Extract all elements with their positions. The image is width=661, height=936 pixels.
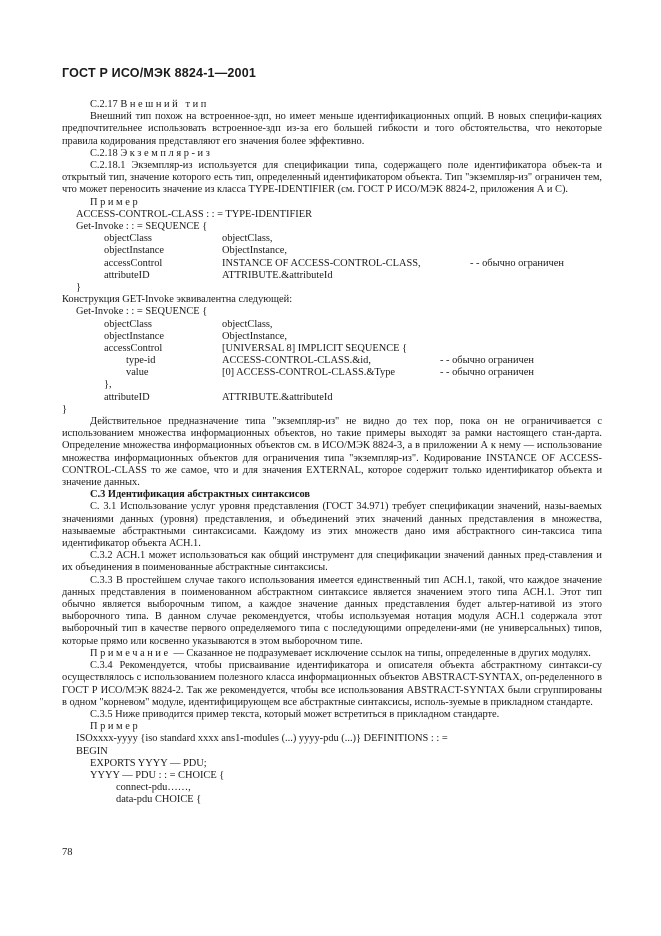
page-number: 78 (62, 847, 73, 858)
code-row (62, 258, 602, 270)
code-type: [UNIVERSAL 8] IMPLICIT SEQUENCE { (222, 342, 408, 354)
code-text: YYYY — PDU : : = CHOICE { (90, 769, 225, 781)
note-text: — Сказанное не подразумевает исключение ссылок на типы, определенные в других модулях. (170, 647, 591, 659)
code-type: ACCESS-CONTROL-CLASS.&id, (222, 355, 371, 367)
page-header: ГОСТ Р ИСО/МЭК 8824-1—2001 (62, 66, 257, 80)
code-type: objectClass, (222, 233, 273, 245)
code-row (62, 331, 602, 343)
equivalence-text: Конструкция GET-Invoke эквивалентна следующей: (62, 294, 293, 306)
code-text: Get-Invoke : : = SEQUENCE { (76, 221, 208, 233)
section-c218-title (62, 148, 602, 160)
code-row (62, 319, 602, 331)
code-field: objectInstance (104, 245, 165, 257)
code-text: ACCESS-CONTROL-CLASS : : = TYPE-IDENTIFIER (76, 208, 313, 220)
code-type: ATTRIBUTE.&attributeId (222, 391, 333, 403)
code-field: value (126, 367, 149, 379)
note (62, 648, 602, 660)
paragraph-c35: С.3.5 Ниже приводится пример текста, который может встретиться в прикладном стандарте. (90, 708, 500, 720)
paragraph-c33: С.3.3 В простейшем случае такого использования имеется единственный тип АСН.1, такой, что каждое значение данных представления в поименованном абстрактном синтаксисе является значением этого типа АСН.1. Этот тип обычно является выборочным типом, а каждое значение данных представления будет альтер-нативой из этого выборочного типа. В данном случае рекомендуется, чтобы используемая нотация модуля АСН.1 содержала этот выборочный тип в качестве первого определяемого типа с последующими определени-ями (не универсальных) типов, которые прямо или косвенно указываются в этом выборочном типе. (62, 574, 602, 647)
code-comment: - - обычно ограничен (440, 355, 534, 367)
code-text: Get-Invoke : : = SEQUENCE { (76, 306, 208, 318)
paragraph-c217: Внешний тип похож на встроенное-здп, но имеет меньше идентификационных опций. В новых специфи-кациях предпочтительнее использовать встроенное-здп из-за его большей гибкости и того обстоятельства, что некоторые правила кодирования представляют его значения более эффективно. (62, 111, 602, 147)
code-line (62, 404, 602, 416)
code-row (62, 367, 602, 379)
code-row (62, 233, 602, 245)
paragraph-c32: С.3.2 АСН.1 может использоваться как общий инструмент для спецификации значений данных пред-ставления и их объединения в поименованные абстрактные синтаксисы. (62, 550, 602, 574)
code-type: [0] ACCESS-CONTROL-CLASS.&Type (222, 367, 396, 379)
code-text: }, (104, 379, 112, 391)
code-text: BEGIN (76, 745, 108, 757)
example-label: Пример (90, 721, 141, 733)
section-c217-title (62, 99, 602, 111)
code-line (62, 209, 602, 221)
code-comment: - - обычно ограничен (440, 367, 534, 379)
paragraph-c34: С.3.4 Рекомендуется, чтобы присваивание идентификатора и описателя объекта абстрактному синтакси-су осуществлялось с использованием полезного класса информационных объектов ABSTRACT-SYNTAX, оп-ределенного в ГОСТ Р ИСО/МЭК 8824-2. Так же рекомендуется, чтобы все использования ABSTRACT-SYNTAX были сгруппированы в одном "корневом" модуле, идентифицирующем все абстрактные синтаксисы, исполь-зуемые в прикладном стандарте. (62, 660, 602, 708)
code-line (62, 758, 602, 770)
example-label: Пример (90, 196, 141, 208)
code-text: } (76, 281, 81, 293)
code-field: objectInstance (104, 330, 165, 342)
section-number: С.2.18 (90, 147, 121, 159)
code-text: connect-pdu……, (116, 782, 191, 794)
code-row (62, 245, 602, 257)
paragraph-instance-of: Действительное предназначение типа "экземпляр-из" не видно до тех пор, пока он не ограничивается с использованием множества информационных объектов, но такие примеры выходят за рамки настоящего стан-дарта. Определение множества информационных объектов см. в ИСО/МЭК 8824-3, а в приложении А к нему — использование множества информационных объектов для ограничения типа "экземпляр-из". Кодирование INSTANCE OF ACCESS-CONTROL-CLASS то же самое, что и для значения EXTERNAL, которое содержит только идентификатор объекта и значение данных. (62, 416, 602, 489)
code-field: attributeID (104, 269, 150, 281)
code-text: EXPORTS YYYY — PDU; (90, 757, 207, 769)
code-text: data-pdu CHOICE { (116, 794, 202, 806)
code-row (62, 270, 602, 282)
document-body (62, 99, 602, 806)
paragraph-c2181: С.2.18.1 Экземпляр-из используется для спецификации типа, содержащего поле идентификатора объек-та и открытый тип, значение которого есть тип, определенный идентификатором объекта. Тип "экземпляр-из" ограничен тем, что может переносить значение из класса TYPE-IDENTIFIER (см. ГОСТ Р ИСО/МЭК 8824-2, приложения А и С). (62, 160, 602, 196)
code-comment: - - обычно ограничен (470, 257, 564, 269)
code-line (62, 379, 602, 391)
code-type: objectClass, (222, 318, 273, 330)
code-type: ObjectInstance, (222, 330, 287, 342)
code-line (62, 770, 602, 782)
code-field: accessControl (104, 257, 163, 269)
section-title: Экземпляр-из (120, 147, 213, 159)
code-field: attributeID (104, 391, 150, 403)
code-type: ATTRIBUTE.&attributeId (222, 269, 333, 281)
code-line (62, 782, 602, 794)
code-field: accessControl (104, 342, 163, 354)
code-text: } (62, 403, 67, 415)
code-line (62, 221, 602, 233)
code-line (62, 282, 602, 294)
code-row (62, 392, 602, 404)
code-text: ISOxxxx-yyyy {iso standard xxxx ans1-modules (...) yyyy-pdu (...)} DEFINITIONS : : = (76, 733, 448, 745)
section-c3-title: С.3 Идентификация абстрактных синтаксисов (90, 489, 311, 501)
code-line (62, 746, 602, 758)
code-type: INSTANCE OF ACCESS-CONTROL-CLASS, (222, 257, 421, 269)
code-field: type-id (126, 355, 156, 367)
code-type: ObjectInstance, (222, 245, 287, 257)
section-number: С.2.17 (90, 99, 121, 110)
code-row (62, 355, 602, 367)
code-line (62, 733, 602, 745)
code-row (62, 343, 602, 355)
note-label: Примечание (90, 647, 171, 659)
code-field: objectClass (104, 233, 152, 245)
code-line (62, 306, 602, 318)
code-field: objectClass (104, 318, 152, 330)
paragraph-c31: С. 3.1 Использование услуг уровня представления (ГОСТ 34.971) требует спецификации значений, назы-ваемых значениями данных (уровня) представления, и объединений этих значений данных представления в множества, называемые абстрактными синтаксисами. Каждому из этих множеств дано имя абстрактного син-таксиса типа идентификатор объекта АСН.1. (62, 501, 602, 550)
section-title: Внешний тип (120, 99, 209, 110)
code-line (62, 794, 602, 806)
